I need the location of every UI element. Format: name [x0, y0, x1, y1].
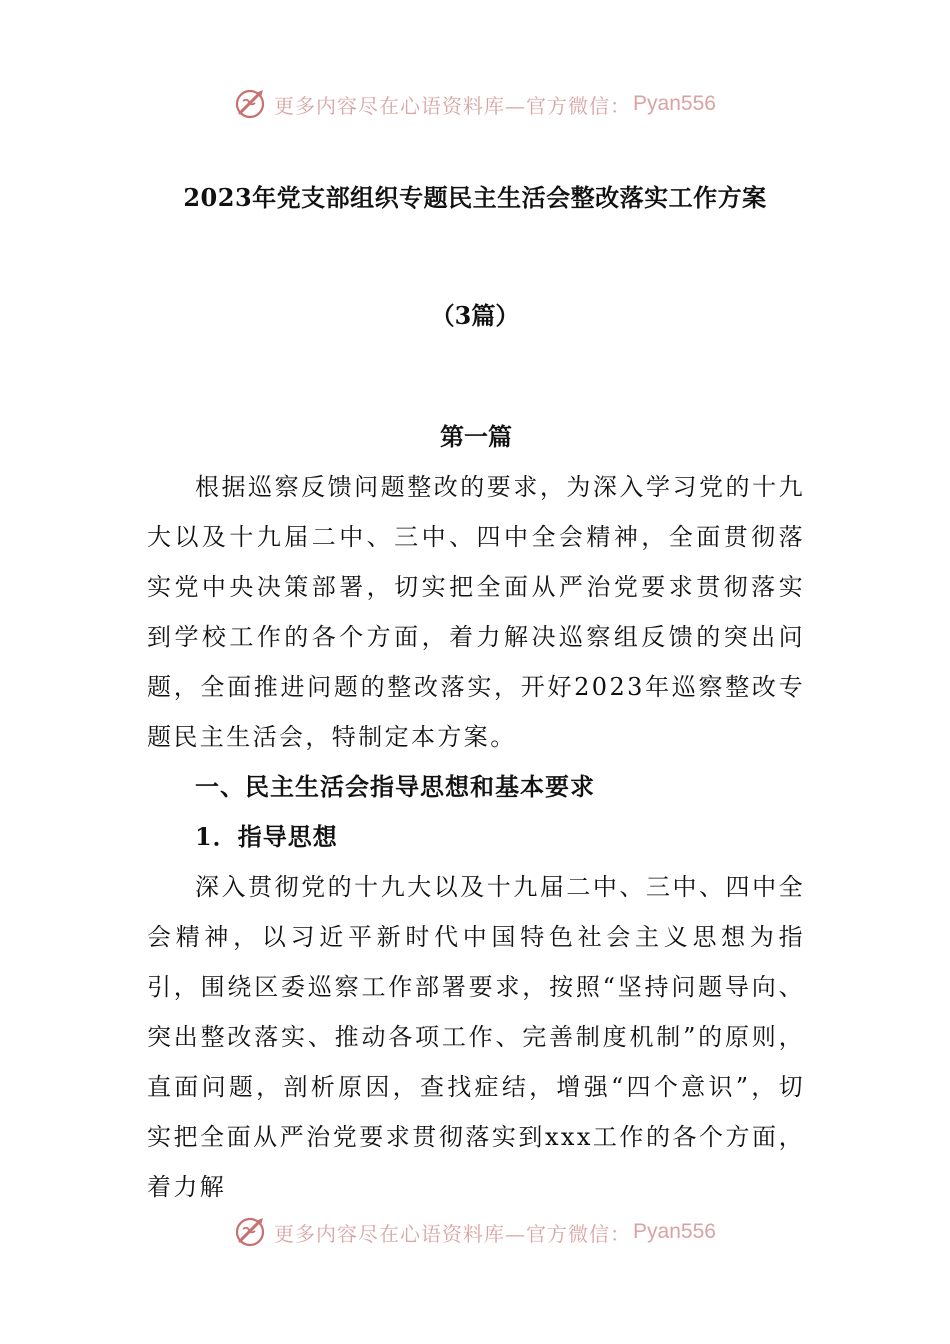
- paragraph: 根据巡察反馈问题整改的要求，为深入学习党的十九大以及十九届二中、三中、四中全会精神，全面贯彻落实党中央决策部署，切实把全面从严治党要求贯彻落实到学校工作的各个方面，着力解决巡察组反馈的突出问题，全面推进问题的整改落实，开好2023年巡察整改专题民主生活会，特制定本方案。: [147, 473, 805, 751]
- document-subtitle: （3篇）: [430, 301, 520, 330]
- watermark-wechat-id: Pyan556: [633, 92, 716, 115]
- heading-level-2: 1．指导思想: [195, 822, 338, 851]
- watermark-wechat-id: Pyan556: [633, 1220, 716, 1243]
- document-title: 2023年党支部组织专题民主生活会整改落实工作方案: [183, 183, 767, 212]
- document-body: [147, 412, 805, 1212]
- pen-logo-icon: [234, 87, 268, 121]
- heading-level-1: 一、民主生活会指导思想和基本要求: [195, 772, 595, 801]
- paragraph: 深入贯彻党的十九大以及十九届二中、三中、四中全会精神，以习近平新时代中国特色社会主义思想为指引，围绕区委巡察工作部署要求，按照“坚持问题导向、突出整改落实、推动各项工作、完善制度机制”的原则，直面问题，剖析原因，查找症结，增强“四个意识”，切实把全面从严治党要求贯彻落实到xxx工作的各个方面，着力解: [147, 873, 805, 1201]
- watermark-text: 更多内容尽在心语资料库—官方微信：: [274, 1221, 632, 1246]
- pen-logo-icon: [234, 1215, 268, 1249]
- section-title: 第一篇: [440, 422, 512, 451]
- watermark-text: 更多内容尽在心语资料库—官方微信：: [274, 93, 632, 118]
- header-watermark: [0, 86, 950, 122]
- footer-watermark: [0, 1214, 950, 1250]
